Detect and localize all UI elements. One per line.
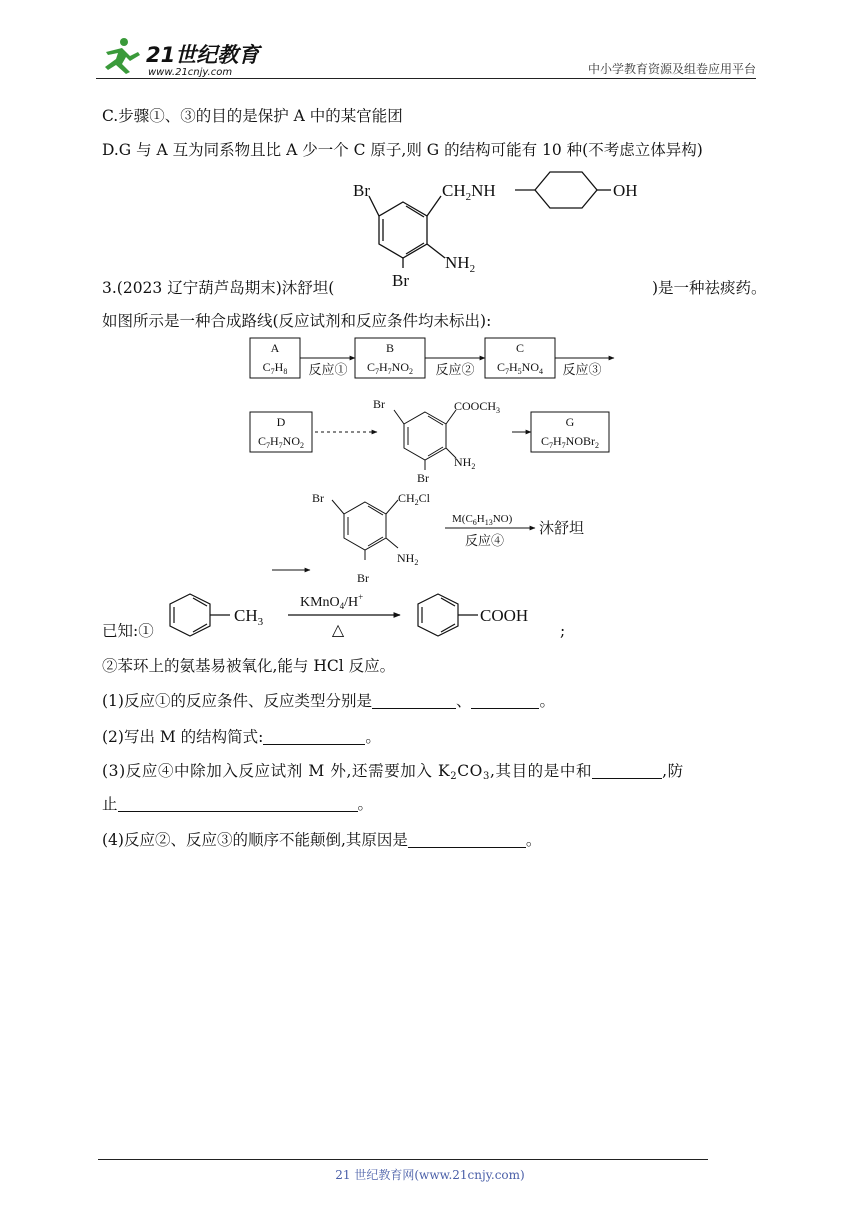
answer-blank-1b[interactable] <box>471 693 539 709</box>
header-rule <box>96 78 756 79</box>
runner-icon <box>105 38 140 74</box>
known-cooh: COOH <box>480 606 529 625</box>
known-prefix: 已知:① <box>102 622 154 640</box>
ester-nh2: $NH_2$ <box>454 455 476 471</box>
option-d: D.G 与 A 互为同系物且比 A 少一个 C 原子,则 G 的结构可能有 10 种(不考虑立体异构) <box>102 141 703 159</box>
footer-text[interactable]: 21 世纪教育网(www.21cnjy.com) <box>335 1168 525 1182</box>
logo-text: 21世纪教育 <box>146 43 260 67</box>
route-g-label: G <box>565 415 575 429</box>
route-r1: 反应① <box>308 362 348 377</box>
answer-blank-1a[interactable] <box>372 693 456 709</box>
answer-blank-3a[interactable] <box>592 763 662 779</box>
question-3: (3)反应④中除加入反应试剂 M 外,还需要加入 $K_2CO_3$,其目的是中和 ,防 <box>102 762 684 782</box>
route-c-label: C <box>515 341 525 355</box>
ambroxol-br-bottom: Br <box>392 271 409 290</box>
question-4: (4)反应②、反应③的顺序不能颠倒,其原因是 。 <box>102 831 542 849</box>
route-product: 沐舒坦 <box>539 521 585 537</box>
q3-intro-line2: 如图所示是一种合成路线(反应试剂和反应条件均未标出): <box>102 312 492 330</box>
route-c-formula: $C_7H_5NO_4$ <box>496 360 544 376</box>
option-c: C.步骤①、③的目的是保护 A 中的某官能团 <box>102 107 403 125</box>
chloride-br-bottom: Br <box>357 571 369 585</box>
chloride-ch2cl: $CH_2Cl$ <box>398 491 431 507</box>
known-line2: ②苯环上的氨基易被氧化,能与 HCl 反应。 <box>102 657 396 675</box>
q3-intro-a: 3.(2023 辽宁葫芦岛期末)沐舒坦( <box>102 279 335 297</box>
answer-blank-2[interactable] <box>263 729 365 745</box>
site-name: 中小学教育资源及组卷应用平台 <box>587 62 756 76</box>
m-reagent: $M(C_6H_{13}NO)$ <box>452 513 513 527</box>
route-r3: 反应③ <box>562 362 602 377</box>
logo-url: www.21cnjy.com <box>148 67 233 78</box>
question-3-line2: 止 。 <box>102 795 374 813</box>
synthesis-route <box>240 330 630 590</box>
ambroxol-br-top: Br <box>353 181 370 200</box>
route-a-label: A <box>270 341 280 355</box>
answer-blank-3b[interactable] <box>118 796 358 812</box>
known-end: ; <box>560 622 566 640</box>
ester-br-bottom: Br <box>417 471 429 485</box>
route-b-formula: $C_7H_7NO_2$ <box>366 360 414 376</box>
route-r2: 反应② <box>435 362 475 377</box>
known-reagent: KMnO$_4$/H+ <box>300 592 364 611</box>
answer-blank-4[interactable] <box>408 832 526 848</box>
ester-br-top: Br <box>373 397 385 411</box>
ambroxol-structure <box>345 168 645 290</box>
ambroxol-oh: OH <box>613 181 638 200</box>
chloride-nh2: $NH_2$ <box>397 551 419 567</box>
chloride-br-top: Br <box>312 491 324 505</box>
question-2: (2)写出 M 的结构简式: 。 <box>102 728 381 746</box>
footer-rule <box>98 1159 708 1160</box>
ambroxol-nh2: $NH_2$ <box>445 253 476 275</box>
route-d-formula: $C_7H_7NO_2$ <box>257 434 305 450</box>
route-a-formula: $C_7H_8$ <box>262 360 288 376</box>
route-g-formula: $C_7H_7NOBr_2$ <box>540 434 600 450</box>
route-d-label: D <box>276 415 286 429</box>
known-heat: △ <box>331 622 345 639</box>
site-logo <box>96 34 266 78</box>
known-reaction <box>160 584 580 644</box>
route-r4: 反应④ <box>465 533 505 548</box>
known-ch3: $CH_3$ <box>234 606 264 628</box>
ambroxol-ch2nh: $CH_2NH$ <box>442 181 496 203</box>
route-b-label: B <box>385 341 395 355</box>
q3-intro-b: )是一种祛痰药。 <box>652 279 767 297</box>
question-1: (1)反应①的反应条件、反应类型分别是 、 。 <box>102 692 555 710</box>
ester-cooch3: $COOCH_3$ <box>454 399 501 415</box>
